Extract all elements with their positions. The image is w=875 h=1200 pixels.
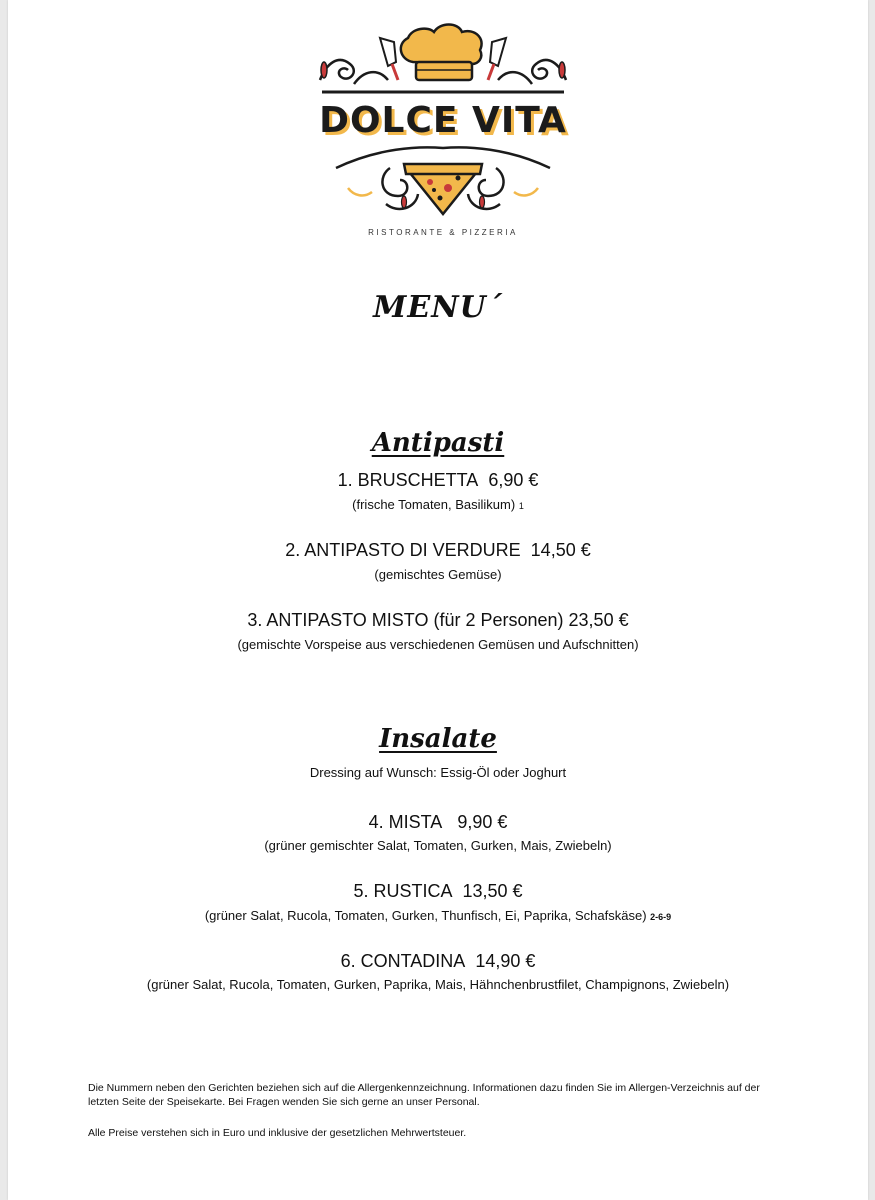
brand-subtitle: RISTORANTE & PIZZERIA xyxy=(368,228,518,237)
restaurant-logo xyxy=(308,18,578,248)
dish-description xyxy=(8,908,868,923)
dish-antipasto-misto xyxy=(8,610,868,631)
dish-price: 9,90 € xyxy=(457,812,508,832)
section-title-insalate: Insalate xyxy=(379,724,497,754)
dish-name: 6. CONTADINA xyxy=(340,951,466,971)
dish-description-text: (grüner Salat, Rucola, Tomaten, Gurken, Thunfisch, Ei, Paprika, Schafskäse) xyxy=(204,908,647,923)
menu-title: MENU´ xyxy=(373,290,503,325)
dish-name: 5. RUSTICA xyxy=(353,881,453,901)
dish-price: 6,90 € xyxy=(488,470,539,490)
dish-name: 3. ANTIPASTO MISTO (für 2 Personen) xyxy=(247,610,564,630)
allergen-code: 1 xyxy=(518,501,524,511)
dish-name: 4. MISTA xyxy=(368,812,443,832)
dish-description: (grüner Salat, Rucola, Tomaten, Gurken, Paprika, Mais, Hähnchenbrustfilet, Champignons, Zwiebeln) xyxy=(146,977,730,992)
dish-price: 23,50 € xyxy=(568,610,629,630)
dish-description: (grüner gemischter Salat, Tomaten, Gurken, Mais, Zwiebeln) xyxy=(264,838,612,853)
dressing-note: Dressing auf Wunsch: Essig-Öl oder Joghurt xyxy=(309,765,567,780)
dish-bruschetta xyxy=(8,470,868,491)
dish-antipasto-di-verdure xyxy=(8,540,868,561)
dish-name: 1. BRUSCHETTA xyxy=(337,470,479,490)
dish-description: (gemischte Vorspeise aus verschiedenen Gemüsen und Aufschnitten) xyxy=(237,637,639,652)
menu-page xyxy=(8,0,868,1200)
dish-contadina xyxy=(8,951,868,972)
section-title-antipasti: Antipasti xyxy=(371,428,505,458)
dish-price: 14,50 € xyxy=(530,540,591,560)
dish-price: 14,90 € xyxy=(475,951,536,971)
allergen-code: 2-6-9 xyxy=(650,912,672,922)
dish-description xyxy=(8,497,868,512)
brand-name: DOLCE VITA xyxy=(319,100,567,141)
dish-rustica xyxy=(8,881,868,902)
dish-price: 13,50 € xyxy=(462,881,523,901)
allergen-info-note: Die Nummern neben den Gerichten beziehen sich auf die Allergenkennzeichnung. Informationen dazu finden Sie im Allergen-Verzeichnis auf der letzten Seite der Speisekarte. Bei Fragen wenden Sie sich gerne an unser Personal. xyxy=(88,1082,760,1108)
dish-mista xyxy=(8,812,868,833)
price-info-note: Alle Preise verstehen sich in Euro und inklusive der gesetzlichen Mehrwertsteuer. xyxy=(88,1127,467,1139)
dish-name: 2. ANTIPASTO DI VERDURE xyxy=(285,540,521,560)
dish-description: (gemischtes Gemüse) xyxy=(374,567,502,582)
dish-description-text: (frische Tomaten, Basilikum) xyxy=(352,497,516,512)
pizza-slice-icon xyxy=(404,164,482,214)
chef-hat-icon xyxy=(401,25,482,81)
